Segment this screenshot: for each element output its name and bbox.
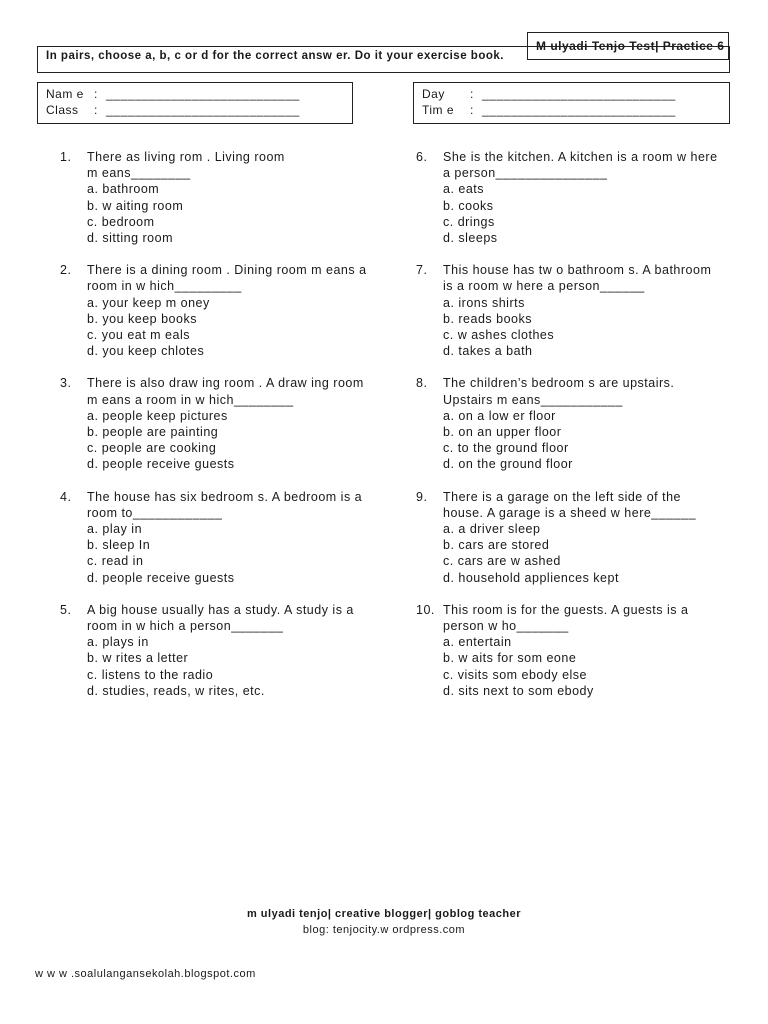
question-item xyxy=(416,262,716,359)
question-text-line: There is a garage on the left side of the xyxy=(443,489,681,504)
question-text-line: m eans a room in w hich________ xyxy=(87,392,294,407)
question-text-line: room in w hich_________ xyxy=(87,279,242,294)
question-text-line: There is also draw ing room . A draw ing room xyxy=(87,376,364,391)
answer-option: d. sits next to som ebody xyxy=(443,683,594,698)
question-item xyxy=(416,602,716,699)
question-number: 7. xyxy=(416,263,428,278)
answer-option: d. people receive guests xyxy=(87,457,235,472)
answer-option: c. drings xyxy=(443,214,495,229)
question-number: 3. xyxy=(60,376,72,391)
question-text-line: This room is for the guests. A guests is a xyxy=(443,602,689,617)
answer-option: d. sitting room xyxy=(87,231,174,246)
question-number: 5. xyxy=(60,602,72,617)
answer-option: a. on a low er floor xyxy=(443,408,556,423)
field-blank: ___________________________ xyxy=(482,103,676,117)
answer-option: c. to the ground floor xyxy=(443,441,569,456)
field-label: Day xyxy=(422,87,445,101)
answer-option: b. w rites a letter xyxy=(87,651,189,666)
answer-option: d. sleeps xyxy=(443,231,498,246)
question-number: 1. xyxy=(60,150,72,164)
answer-option: a. a driver sleep xyxy=(443,522,541,537)
answer-option: c. people are cooking xyxy=(87,441,217,456)
question-item xyxy=(416,375,716,472)
question-text-line: The house has six bedroom s. A bedroom is a xyxy=(87,489,363,504)
question-text-line: This house has tw o bathroom s. A bathroom xyxy=(443,263,712,278)
question-number: 9. xyxy=(416,489,428,504)
answer-option: d. on the ground floor xyxy=(443,457,573,472)
field-row xyxy=(422,102,721,118)
field-label: Nam e xyxy=(46,87,84,101)
answer-option: b. people are painting xyxy=(87,425,219,440)
question-item xyxy=(60,375,364,472)
date-info-box xyxy=(413,82,730,124)
question-text-line: is a room w here a person______ xyxy=(443,279,645,294)
answer-option: d. takes a bath xyxy=(443,344,533,359)
question-text-line: room to____________ xyxy=(87,505,223,520)
answer-option: b. cars are stored xyxy=(443,538,550,553)
answer-option: b. w aiting room xyxy=(87,198,184,213)
credit-line: m ulyadi tenjo| creative blogger| goblog teacher xyxy=(246,908,522,920)
field-label: Tim e xyxy=(422,103,455,117)
field-label: Class xyxy=(46,103,79,117)
field-separator: : xyxy=(470,87,474,101)
answer-option: c. bedroom xyxy=(87,214,155,229)
question-text-line: There as living rom . Living room xyxy=(87,150,285,164)
field-separator: : xyxy=(470,103,474,117)
answer-option: b. on an upper floor xyxy=(443,425,562,440)
answer-option: d. you keep chlotes xyxy=(87,344,205,359)
question-text-line: There is a dining room . Dining room m eans a xyxy=(87,263,367,278)
question-text-line: room in w hich a person_______ xyxy=(87,619,284,634)
answer-option: c. visits som ebody else xyxy=(443,667,587,682)
website-url: w w w .soalulangansekolah.blogspot.com xyxy=(35,968,256,980)
answer-option: d. people receive guests xyxy=(87,570,235,585)
question-text-line: house. A garage is a sheed w here______ xyxy=(443,505,697,520)
blog-line: blog: tenjocity.w ordpress.com xyxy=(302,924,466,936)
question-item xyxy=(60,262,367,359)
field-row xyxy=(422,86,721,102)
field-blank: ___________________________ xyxy=(106,87,300,101)
answer-option: b. sleep In xyxy=(87,538,151,553)
instruction-text: In pairs, choose a, b, c or d for the correct answ er. Do it your exercise book. xyxy=(37,46,730,73)
question-number: 10. xyxy=(416,602,435,617)
question-text-line: Upstairs m eans___________ xyxy=(443,392,623,407)
questions-right-column xyxy=(416,149,716,715)
question-item xyxy=(60,149,360,246)
answer-option: b. w aits for som eone xyxy=(443,651,577,666)
question-text-line: a person_______________ xyxy=(443,166,608,181)
question-text-line: A big house usually has a study. A study is a xyxy=(87,602,354,617)
question-number: 8. xyxy=(416,376,428,391)
answer-option: b. cooks xyxy=(443,198,494,213)
field-blank: ___________________________ xyxy=(106,103,300,117)
answer-option: a. entertain xyxy=(443,635,512,650)
field-row xyxy=(46,86,344,102)
question-number: 6. xyxy=(416,150,428,164)
field-blank: ___________________________ xyxy=(482,87,676,101)
question-item xyxy=(416,149,716,246)
answer-option: c. cars are w ashed xyxy=(443,554,561,569)
question-text-line: She is the kitchen. A kitchen is a room w here xyxy=(443,150,718,164)
question-text-line: person w ho_______ xyxy=(443,619,569,634)
question-item xyxy=(60,602,360,699)
answer-option: a. irons shirts xyxy=(443,295,525,310)
question-text-line: m eans________ xyxy=(87,166,191,181)
answer-option: a. plays in xyxy=(87,635,149,650)
answer-option: a. bathroom xyxy=(87,182,160,197)
question-item xyxy=(60,489,363,586)
footer-credit xyxy=(0,906,768,938)
answer-option: a. eats xyxy=(443,182,485,197)
answer-option: d. studies, reads, w rites, etc. xyxy=(87,683,265,698)
field-separator: : xyxy=(94,87,98,101)
field-row xyxy=(46,102,344,118)
answer-option: c. w ashes clothes xyxy=(443,328,555,343)
question-text-line: The children’s bedroom s are upstairs. xyxy=(443,376,675,391)
questions-left-column xyxy=(60,149,367,715)
question-item xyxy=(416,489,716,586)
field-separator: : xyxy=(94,103,98,117)
answer-option: c. you eat m eals xyxy=(87,328,190,343)
answer-option: a. your keep m oney xyxy=(87,295,210,310)
answer-option: b. reads books xyxy=(443,311,532,326)
question-number: 2. xyxy=(60,263,72,278)
test-title: M ulyadi Tenjo Test| Practice 6 xyxy=(527,32,729,60)
answer-option: b. you keep books xyxy=(87,311,197,326)
answer-option: a. play in xyxy=(87,522,143,537)
student-info-box xyxy=(37,82,353,124)
answer-option: c. read in xyxy=(87,554,144,569)
question-number: 4. xyxy=(60,489,72,504)
answer-option: a. people keep pictures xyxy=(87,408,228,423)
answer-option: c. listens to the radio xyxy=(87,667,214,682)
answer-option: d. household appliences kept xyxy=(443,570,619,585)
